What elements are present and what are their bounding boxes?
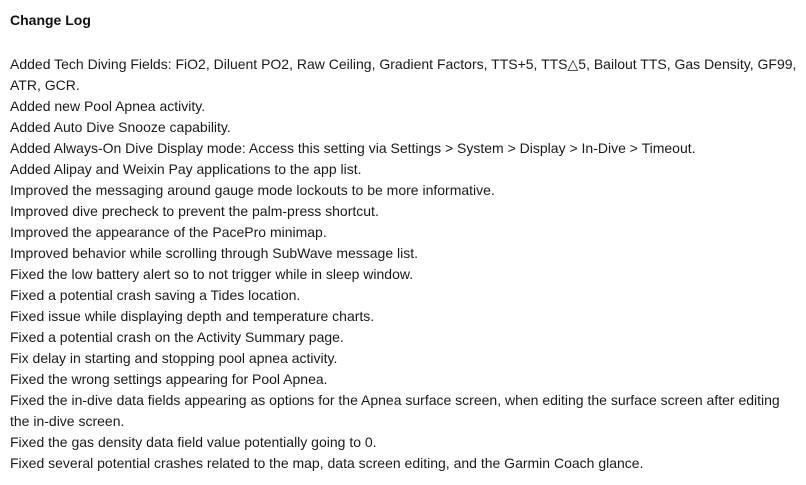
changelog-entry: Fixed a potential crash saving a Tides location. [10,287,301,303]
changelog-list [10,54,800,474]
changelog-entry: Added new Pool Apnea activity. [10,98,206,114]
changelog-entry: Fixed the wrong settings appearing for Pool Apnea. [10,371,328,387]
changelog-entry: Improved dive precheck to prevent the palm-press shortcut. [10,203,379,219]
changelog-entry: Improved the appearance of the PacePro minimap. [10,224,327,240]
changelog-entry: Added Always-On Dive Display mode: Access this setting via Settings > System > Display > In-Dive > Timeout. [10,140,696,156]
changelog-entry: Fixed a potential crash on the Activity Summary page. [10,329,344,345]
changelog-entry: Improved the messaging around gauge mode lockouts to be more informative. [10,182,495,198]
changelog-entry: Fixed several potential crashes related to the map, data screen editing, and the Garmin Coach glance. [10,455,644,471]
changelog-title: Change Log [10,12,91,28]
changelog-entry: Added Tech Diving Fields: FiO2, Diluent PO2, Raw Ceiling, Gradient Factors, TTS+5, TTS△5, Bailout TTS, Gas Density, GF99, ATR, GCR. [10,56,797,93]
changelog-entry: Fix delay in starting and stopping pool apnea activity. [10,350,338,366]
changelog-entry: Added Alipay and Weixin Pay applications to the app list. [10,161,362,177]
changelog-entry: Fixed the in-dive data fields appearing as options for the Apnea surface screen, when editing the surface screen after editing the in-dive screen. [10,392,780,429]
changelog-entry: Fixed issue while displaying depth and temperature charts. [10,308,375,324]
changelog-entry: Fixed the gas density data field value potentially going to 0. [10,434,377,450]
changelog-entry: Improved behavior while scrolling through SubWave message list. [10,245,419,261]
changelog-entry: Fixed the low battery alert so to not trigger while in sleep window. [10,266,414,282]
changelog-entry: Added Auto Dive Snooze capability. [10,119,231,135]
